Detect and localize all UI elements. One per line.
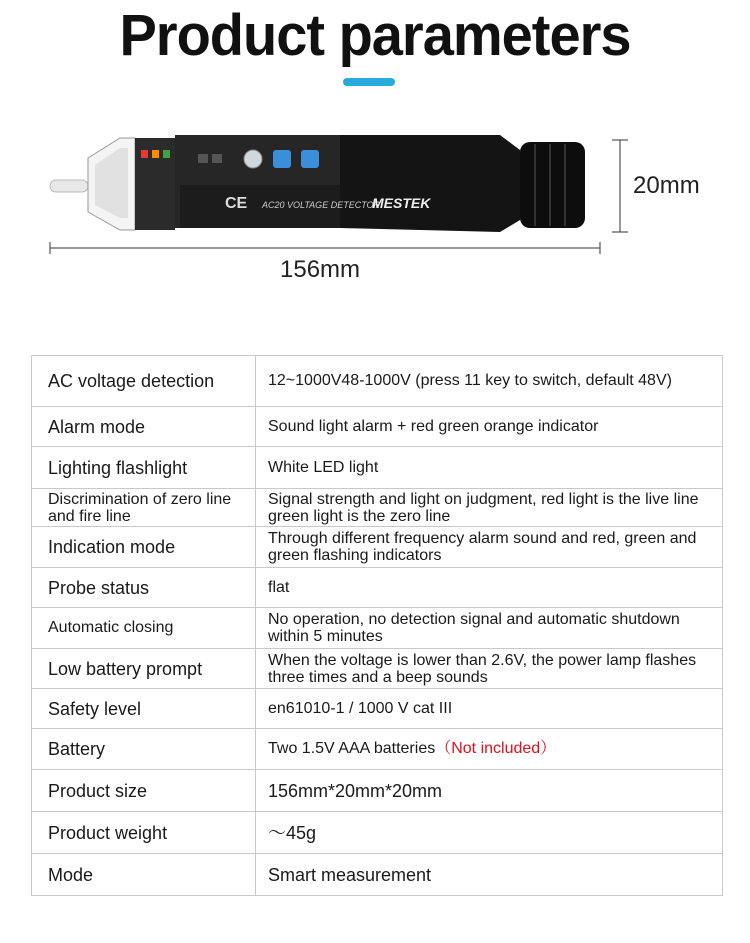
table-row <box>32 447 723 489</box>
spec-label: Low battery prompt <box>32 649 256 689</box>
table-row <box>32 649 723 689</box>
spec-table <box>31 355 723 896</box>
spec-label: Probe status <box>32 568 256 608</box>
brand-label: MESTEK <box>372 195 431 211</box>
table-row <box>32 489 723 527</box>
table-row <box>32 812 723 854</box>
table-row <box>32 527 723 568</box>
spec-value: 12~1000V48-1000V (press 11 key to switch, default 48V) <box>256 356 723 407</box>
spec-label: Discrimination of zero line and fire line <box>32 489 256 527</box>
table-row <box>32 608 723 649</box>
length-label: 156mm <box>280 256 361 283</box>
spec-label: Battery <box>32 729 256 770</box>
spec-value: 156mm*20mm*20mm <box>256 770 723 812</box>
spec-label: Product size <box>32 770 256 812</box>
page-title: Product parameters <box>119 1 631 68</box>
spec-value: Sound light alarm + red green orange indicator <box>256 407 723 447</box>
spec-label: Mode <box>32 854 256 896</box>
table-row <box>32 729 723 770</box>
spec-label: Indication mode <box>32 527 256 568</box>
spec-value: No operation, no detection signal and automatic shutdown within 5 minutes <box>256 608 723 649</box>
spec-value: flat <box>256 568 723 608</box>
table-row <box>32 770 723 812</box>
spec-value: en61010-1 / 1000 V cat III <box>256 689 723 729</box>
title-accent-bar <box>343 78 395 86</box>
spec-value: Through different frequency alarm sound and red, green and green flashing indicators <box>256 527 723 568</box>
spec-label: Alarm mode <box>32 407 256 447</box>
spec-label: Safety level <box>32 689 256 729</box>
spec-label: AC voltage detection <box>32 356 256 407</box>
battery-note: （Not included） <box>435 740 557 757</box>
table-row <box>32 407 723 447</box>
spec-value: When the voltage is lower than 2.6V, the power lamp flashes three times and a beep sounds <box>256 649 723 689</box>
battery-value: Two 1.5V AAA batteries <box>268 740 436 757</box>
product-illustration <box>0 120 750 290</box>
spec-value: Smart measurement <box>256 854 723 896</box>
spec-label: Lighting flashlight <box>32 447 256 489</box>
spec-value: Signal strength and light on judgment, red light is the live line green light is the zero line <box>256 489 723 527</box>
spec-label: Product weight <box>32 812 256 854</box>
spec-value <box>256 729 723 770</box>
ce-mark: CE <box>225 195 248 212</box>
table-row <box>32 356 723 407</box>
voltage-detector-pen-image <box>0 120 750 290</box>
spec-value: ～45g <box>256 812 723 854</box>
table-row <box>32 854 723 896</box>
model-label: AC20 VOLTAGE DETECTOR <box>262 200 381 210</box>
table-row <box>32 689 723 729</box>
spec-value: White LED light <box>256 447 723 489</box>
table-row <box>32 568 723 608</box>
spec-label: Automatic closing <box>32 608 256 649</box>
diameter-label: 20mm <box>633 172 700 199</box>
